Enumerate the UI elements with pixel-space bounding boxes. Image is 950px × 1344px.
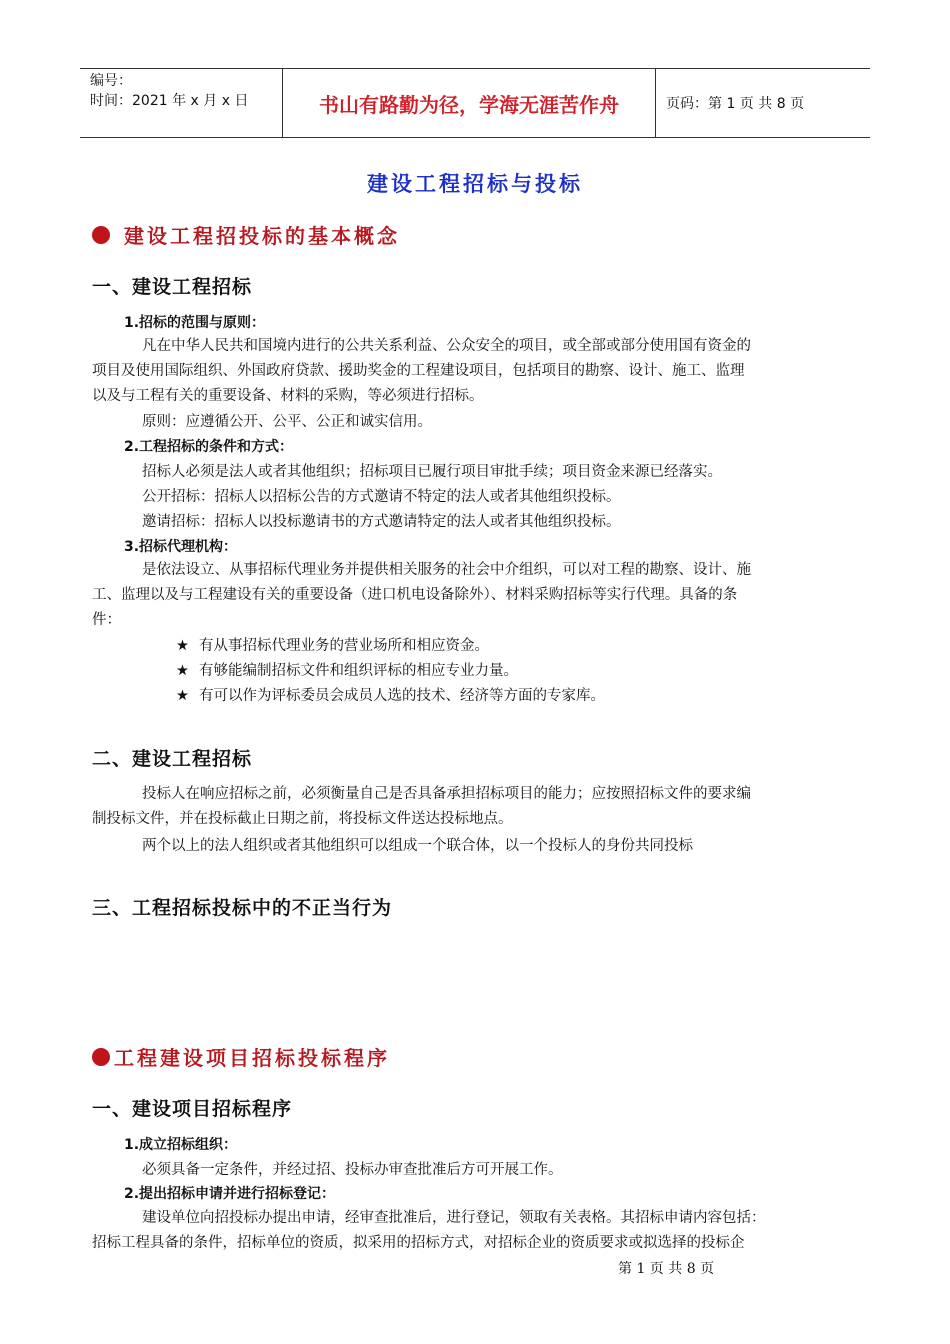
paragraph-consortium: 两个以上的法人组织或者其他组织可以组成一个联合体，以一个投标人的身份共同投标	[142, 838, 693, 854]
bullet-item: ★ 有可以作为评标委员会成员人选的技术、经济等方面的专家库。	[176, 688, 605, 704]
section-heading-procedure	[92, 1042, 390, 1071]
time-label: 时间：2021 年 x 月 x 日	[90, 93, 249, 109]
star-icon: ★	[176, 688, 189, 704]
organization-line: 必须具备一定条件，并经过招、投标办审查批准后方可开展工作。	[142, 1162, 563, 1178]
paragraph-application: 建设单位向招投标办提出申请，经审查批准后，进行登记，领取有关表格。其招标申请内容包括： 招标工程具备的条件，招标单位的资质，拟采用的招标方式，对招标企业的资质要求或拟选择的投标企	[92, 1210, 766, 1251]
header-page-info: 页码：第 1 页 共 8 页	[666, 96, 805, 112]
subheading-application: 2.提出招标申请并进行招标登记：	[124, 1186, 336, 1202]
red-bullet-icon	[92, 226, 110, 244]
heading-part2: 二、建设工程招标	[92, 748, 253, 770]
red-bullet-icon	[92, 1048, 110, 1066]
subheading-organization: 1.成立招标组织：	[124, 1137, 238, 1153]
heading-part1: 一、建设工程招标	[92, 276, 253, 298]
conditions-line-3: 邀请招标：招标人以投标邀请书的方式邀请特定的法人或者其他组织投标。	[142, 514, 621, 530]
header-meta	[80, 69, 282, 137]
subheading-agency: 3.招标代理机构：	[124, 539, 238, 555]
section-heading-basic-concepts	[92, 220, 400, 249]
paragraph-agency: 是依法设立、从事招标代理业务并提供相关服务的社会中介组织，可以对工程的勘察、设计、施 工、监理以及与工程建设有关的重要设备（进口机电设备除外）、材料采购招标等实行代理。具备的条 件：	[92, 562, 751, 628]
paragraph-scope: 凡在中华人民共和国境内进行的公共关系利益、公众安全的项目，或全部或部分使用国有资金的 项目及使用国际组织、外国政府贷款、援助奖金的工程建设项目，包括项目的勘察、设计、施工、监理 以及与工程有关的重要设备、材料的采购，等必须进行招标。	[92, 338, 751, 404]
subheading-conditions: 2.工程招标的条件和方式：	[124, 439, 294, 455]
subheading-scope: 1.招标的范围与原则：	[124, 315, 266, 331]
conditions-line-2: 公开招标：招标人以招标公告的方式邀请不特定的法人或者其他组织投标。	[142, 489, 621, 505]
principle-line: 原则：应遵循公开、公平、公正和诚实信用。	[142, 414, 432, 430]
document-title: 建设工程招标与投标	[367, 171, 583, 196]
section-heading-text: 工程建设项目招标投标程序	[114, 1046, 390, 1070]
heading-procedure-part1: 一、建设项目招标程序	[92, 1098, 293, 1120]
header-motto: 书山有路勤为径，学海无涯苦作舟	[282, 69, 656, 137]
heading-part3: 三、工程招标投标中的不正当行为	[92, 897, 393, 919]
conditions-line-1: 招标人必须是法人或者其他组织；招标项目已履行项目审批手续；项目资金来源已经落实。	[142, 464, 722, 480]
bullet-item: ★ 有够能编制招标文件和组织评标的相应专业力量。	[176, 663, 518, 679]
paragraph-bidding: 投标人在响应招标之前，必须衡量自己是否具备承担招标项目的能力；应按照招标文件的要求编 制投标文件，并在投标截止日期之前，将投标文件送达投标地点。	[92, 786, 751, 827]
bullet-item: ★ 有从事招标代理业务的营业场所和相应资金。	[176, 638, 489, 654]
page-footer: 第 1 页 共 8 页	[618, 1261, 715, 1277]
number-label: 编号：	[90, 73, 132, 89]
document-header	[80, 68, 870, 138]
section-heading-text: 建设工程招投标的基本概念	[124, 224, 400, 248]
star-icon: ★	[176, 638, 189, 654]
star-icon: ★	[176, 663, 189, 679]
